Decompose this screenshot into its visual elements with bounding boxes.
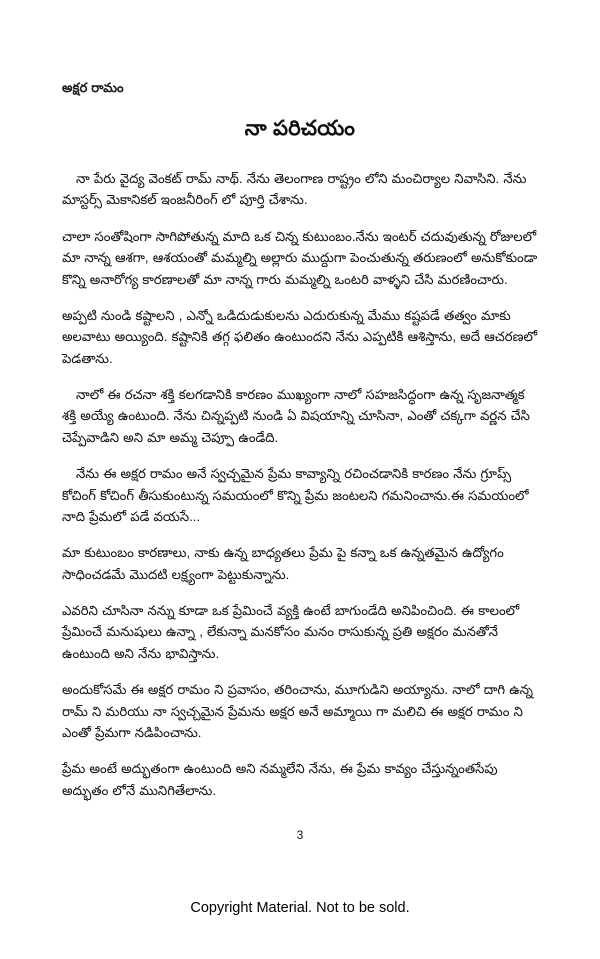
paragraph: మా కుటుంబం కారణాలు, నాకు ఉన్న బాధ్యతలు ప్రేమ పై కన్నా ఒక ఉన్నతమైన ఉద్యోగం సాధించడమే మొదటి లక్ష్యంగా పెట్టుకున్నాను. bbox=[62, 545, 504, 582]
page-number: 3 bbox=[296, 828, 304, 842]
paragraph: ప్రేమ అంటే అద్భుతంగా ఉంటుంది అని నమ్మలేని నేను, ఈ ప్రేమ కావ్యం చేస్తున్నంతసేపు అద్భుతం లోనే మునిగితేలాను. bbox=[62, 761, 498, 798]
paragraph: ఎవరిని చూసినా నన్ను కూడా ఒక ప్రేమించే వ్యక్తి ఉంటే బాగుండేది అనిపించింది. ఈ కాలంలో ప్రేమించే మనుషులు ఉన్నా , లేకున్నా మనకోసం మనం రాసుకున్న ప్రతి అక్షరం మనతోనే ఉంటుంది అని నేను భావిస్తాను. bbox=[62, 603, 520, 661]
copyright-notice: Copyright Material. Not to be sold. bbox=[190, 900, 410, 916]
paragraph: అప్పటి నుండి కష్టాలని , ఎన్నో ఒడిదుడుకులను ఎదురుకున్న మేము కష్టపడే తత్వం మాకు అలవాటు అయ్యింది. కష్టానికి తగ్గ ఫలితం ఉంటుందని నేను ఎప్పటికి ఆశిస్తాను, అదే ఆచరణలో పెడతాను. bbox=[62, 307, 538, 366]
paragraph: చాలా సంతోషింగా సాగిపోతున్న మాది ఒక చిన్న కుటుంబం.నేను ఇంటర్ చదువుతున్న రోజులలో మా నాన్న ఆశగా, ఆశయంతో మమ్మల్ని అల్లారు ముద్దుగా పెంచుతున్న తరుణంలో అనుకోకుండా కొన్ని అనారోగ్య కారణాలతో మా నాన్న గారు మమ్మల్ని ఒంటరి వాళ్ళని చేసి మరణించారు. bbox=[62, 228, 538, 287]
body-text bbox=[62, 168, 538, 801]
paragraph: నా పేరు వైద్య వెంకట్ రామ్ నాథ్. నేను తెలంగాణ రాష్ట్రం లోని మంచిర్యాల నివాసిని. నేను మాస్టర్స్ మెకానికల్ ఇంజనీరింగ్ లో పూర్తి చేశాను. bbox=[62, 171, 527, 208]
paragraph: అందుకోసమే ఈ అక్షర రామం ని ప్రవాసం, తరించాను, మూగుడిని అయ్యాను. నాలో దాగి ఉన్న రామ్ ని మరియు నా స్వచ్చమైన ప్రేమను అక్షర అనే అమ్మాయి గా మలిచి ఈ అక్షర రామం ని ఎంతో ప్రేమగా నడిపించాను. bbox=[62, 682, 533, 740]
page-title: నా పరిచయం bbox=[244, 117, 356, 140]
running-head: అక్షర రామం bbox=[62, 80, 124, 95]
paragraph: నాలో ఈ రచనా శక్తి కలగడానికి కారణం ముఖ్యంగా నాలో సహజసిద్ధంగా ఉన్న సృజనాత్మక శక్తి అయ్యే ఉంటుంది. నేను చిన్నప్పటి నుండి ఏ విషయాన్ని చూసినా, ఎంతో చక్కగా వర్ణన చేసి చెప్పేవాడిని అని మా అమ్మ చెప్పూ ఉండేది. bbox=[62, 387, 530, 445]
paragraph: నేను ఈ అక్షర రామం అనే స్వచ్చమైన ప్రేమ కావ్యాన్ని రచించడానికి కారణం నేను గ్రూప్స్ కోచింగ్ కోచింగ్ తీసుకుంటున్న సమయంలో కొన్ని ప్రేమ జంటలని గమనించాను.ఈ సమయంలో నాది ప్రేమలో పడే వయసే... bbox=[62, 466, 529, 524]
